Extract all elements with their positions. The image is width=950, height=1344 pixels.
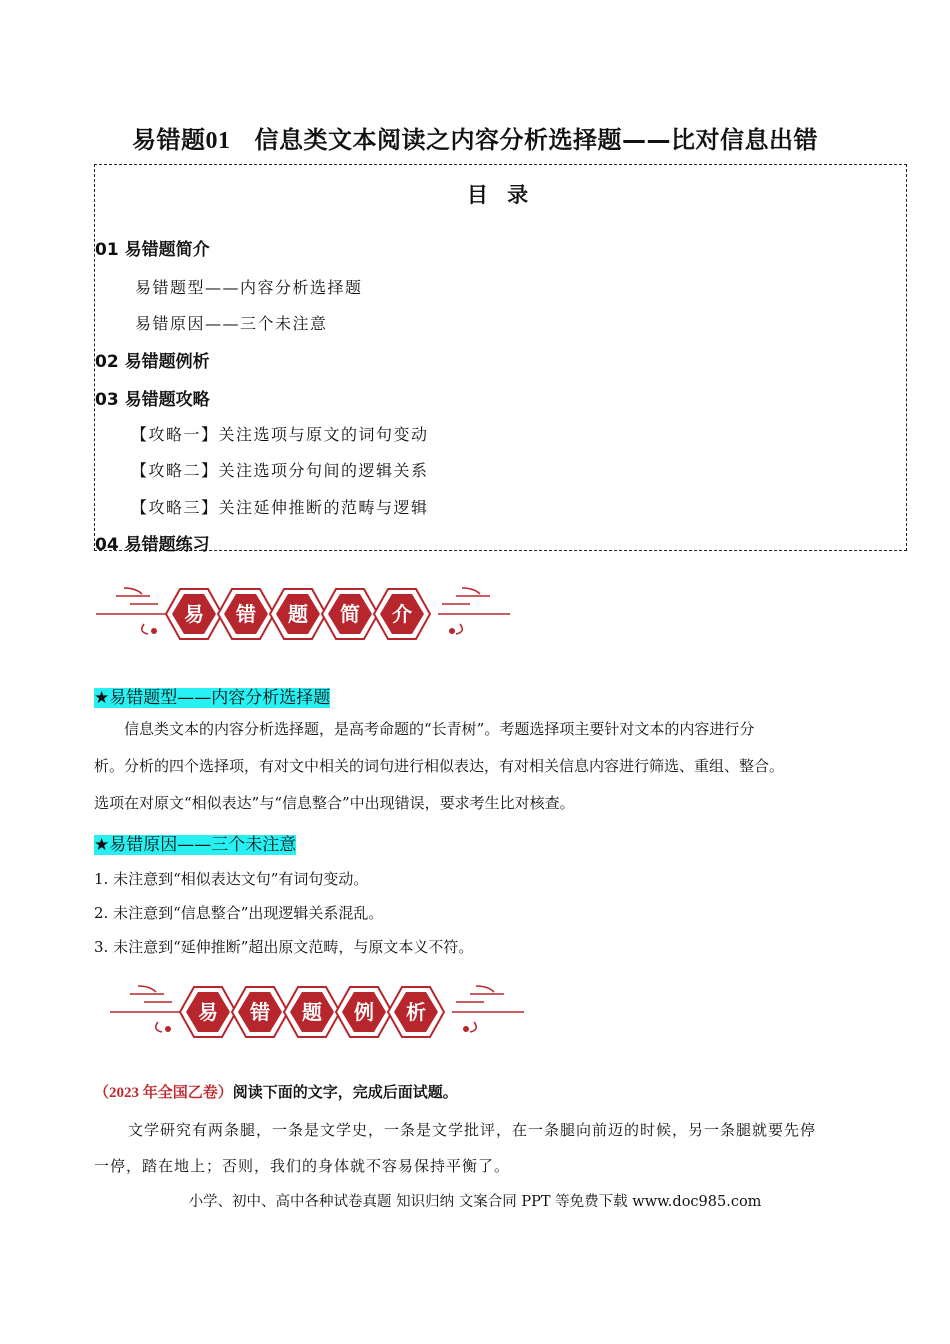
toc-heading: 目 录 <box>466 183 535 207</box>
title-number: 易错题01 <box>132 128 231 154</box>
banner-char: 题 <box>302 1000 322 1024</box>
section-banner-intro <box>94 578 514 644</box>
page-footer: 小学、初中、高中各种试卷真题 知识归纳 文案合同 PPT 等免费下载 www.doc985.com <box>188 1194 762 1210</box>
paragraph-line: 选项在对原文“相似表达”与“信息整合”中出现错误，要求考生比对核查。 <box>94 794 575 812</box>
right-scroll-ornament-icon <box>452 986 524 1032</box>
section-label-reason: ★易错原因——三个未注意 <box>94 835 297 855</box>
section-banner-example <box>108 976 528 1042</box>
toc-item-practice[interactable]: 04 易错题练习 <box>95 535 210 555</box>
right-scroll-ornament-icon <box>438 588 510 634</box>
banner-char: 易 <box>198 1000 218 1024</box>
toc-item-intro[interactable]: 01 易错题简介 <box>95 240 210 260</box>
toc-subitem-strategy-1[interactable]: 【攻略一】关注选项与原文的词句变动 <box>131 425 429 444</box>
reason-item-2: 2. 未注意到“信息整合”出现逻辑关系混乱。 <box>94 904 384 922</box>
title-text: 信息类文本阅读之内容分析选择题——比对信息出错 <box>254 126 818 154</box>
type-description <box>94 711 864 822</box>
toc-subitem-reason[interactable]: 易错原因——三个未注意 <box>135 314 328 333</box>
reading-passage <box>94 1112 864 1184</box>
banner-char: 例 <box>354 1000 374 1024</box>
paragraph-line: 信息类文本的内容分析选择题，是高考命题的“长青树”。考题选择项主要针对文本的内容进行分 <box>124 720 755 738</box>
left-scroll-ornament-icon <box>96 588 166 634</box>
banner-char: 简 <box>340 602 360 626</box>
banner-char: 介 <box>392 602 412 626</box>
banner-char: 析 <box>406 1000 426 1024</box>
section-label-type: ★易错题型——内容分析选择题 <box>94 688 331 708</box>
toc-item-strategy[interactable]: 03 易错题攻略 <box>95 390 210 410</box>
toc-item-example[interactable]: 02 易错题例析 <box>95 352 210 372</box>
table-of-contents <box>94 164 907 555</box>
banner-char: 题 <box>288 602 308 626</box>
example-source <box>94 1081 458 1102</box>
toc-subitem-type[interactable]: 易错题型——内容分析选择题 <box>135 278 363 297</box>
example-instruction: 阅读下面的文字，完成后面试题。 <box>232 1083 458 1101</box>
paragraph-line: 析。分析的四个选择项，有对文中相关的词句进行相似表达，有对相关信息内容进行筛选、重组、整合。 <box>94 757 785 775</box>
exam-source-label: （2023 年全国乙卷） <box>94 1085 233 1101</box>
page-title <box>0 120 950 155</box>
banner-char: 易 <box>184 602 204 626</box>
toc-subitem-strategy-2[interactable]: 【攻略二】关注选项分句间的逻辑关系 <box>131 461 429 480</box>
banner-char: 错 <box>236 602 256 626</box>
paragraph-line: 一停，踏在地上；否则，我们的身体就不容易保持平衡了。 <box>94 1157 511 1175</box>
left-scroll-ornament-icon <box>110 986 180 1032</box>
paragraph-line: 文学研究有两条腿，一条是文学史，一条是文学批评，在一条腿向前迈的时候，另一条腿就要先停 <box>128 1121 817 1139</box>
reason-item-3: 3. 未注意到“延伸推断”超出原文范畴，与原文本义不符。 <box>94 938 474 956</box>
toc-subitem-strategy-3[interactable]: 【攻略三】关注延伸推断的范畴与逻辑 <box>131 498 429 517</box>
banner-char: 错 <box>250 1000 270 1024</box>
reason-item-1: 1. 未注意到“相似表达文句”有词句变动。 <box>94 870 369 888</box>
